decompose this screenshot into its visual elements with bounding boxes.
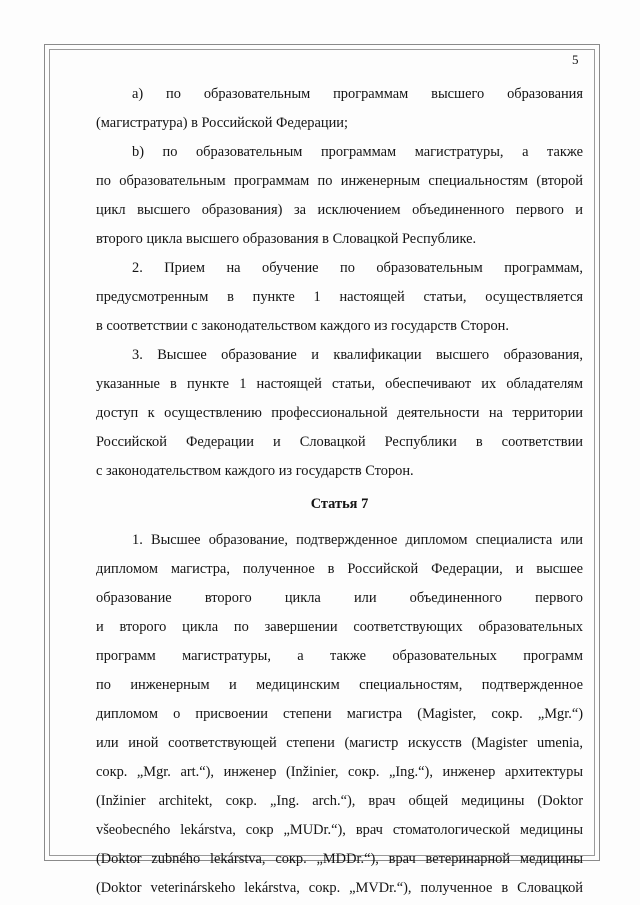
document-body — [96, 80, 583, 903]
text-line: (Doktor veterinárskeho lekárstva, сокр. „MVDr.“), полученное в Словацкой — [96, 880, 583, 896]
text-line: (Doktor zubného lekárstva, сокр. „MDDr.“), врач ветеринарной медицины — [96, 851, 583, 867]
text-line: предусмотренным в пункте 1 настоящей статьи, осуществляется — [96, 289, 583, 305]
text-line: с законодательством каждого из государств Сторон. — [96, 463, 414, 479]
text-line: дипломом магистра, полученное в Российской Федерации, и высшее — [96, 561, 583, 577]
text-line: по образовательным программам по инженерным специальностям (второй — [96, 173, 583, 189]
text-line: по инженерным и медицинским специальностям, подтвержденное — [96, 677, 583, 693]
text-line: программ магистратуры, а также образовательных программ — [96, 648, 583, 664]
text-line: дипломом о присвоении степени магистра (Magister, сокр. „Mgr.“) — [96, 706, 583, 722]
text-line: второго цикла высшего образования в Словацкой Республике. — [96, 231, 477, 247]
text-line: všeobecného lekárstva, сокр „MUDr.“), врач стоматологической медицины — [96, 822, 583, 838]
text-line: указанные в пункте 1 настоящей статьи, обеспечивают их обладателям — [96, 376, 583, 392]
text-line: а) по образовательным программам высшего образования — [132, 86, 583, 102]
text-line: цикл высшего образования) за исключением объединенного первого и — [96, 202, 583, 218]
text-line: (Inžinier architekt, сокр. „Ing. arch.“), врач общей медицины (Doktor — [96, 793, 583, 809]
text-line: или иной соответствующей степени (магистр искусств (Magister umenia, — [96, 735, 583, 751]
text-line: и второго цикла по завершении соответствующих образовательных — [96, 619, 583, 635]
page-number: 5 — [572, 52, 579, 67]
text-line: 2. Прием на обучение по образовательным программам, — [132, 260, 583, 276]
text-line: (магистратура) в Российской Федерации; — [96, 115, 348, 131]
text-line: образование второго цикла или объединенного первого — [96, 590, 583, 606]
article-heading: Статья 7 — [310, 496, 369, 512]
text-line: 3. Высшее образование и квалификации высшего образования, — [132, 347, 583, 363]
text-line: b) по образовательным программам магистратуры, а также — [132, 144, 583, 160]
text-line: доступ к осуществлению профессиональной деятельности на территории — [96, 405, 583, 421]
text-line: Российской Федерации и Словацкой Республики в соответствии — [96, 434, 583, 450]
text-line: сокр. „Mgr. art.“), инженер (Inžinier, сокр. „Ing.“), инженер архитектуры — [96, 764, 583, 780]
text-line: в соответствии с законодательством каждого из государств Сторон. — [96, 318, 509, 334]
text-line: 1. Высшее образование, подтвержденное дипломом специалиста или — [132, 532, 583, 548]
